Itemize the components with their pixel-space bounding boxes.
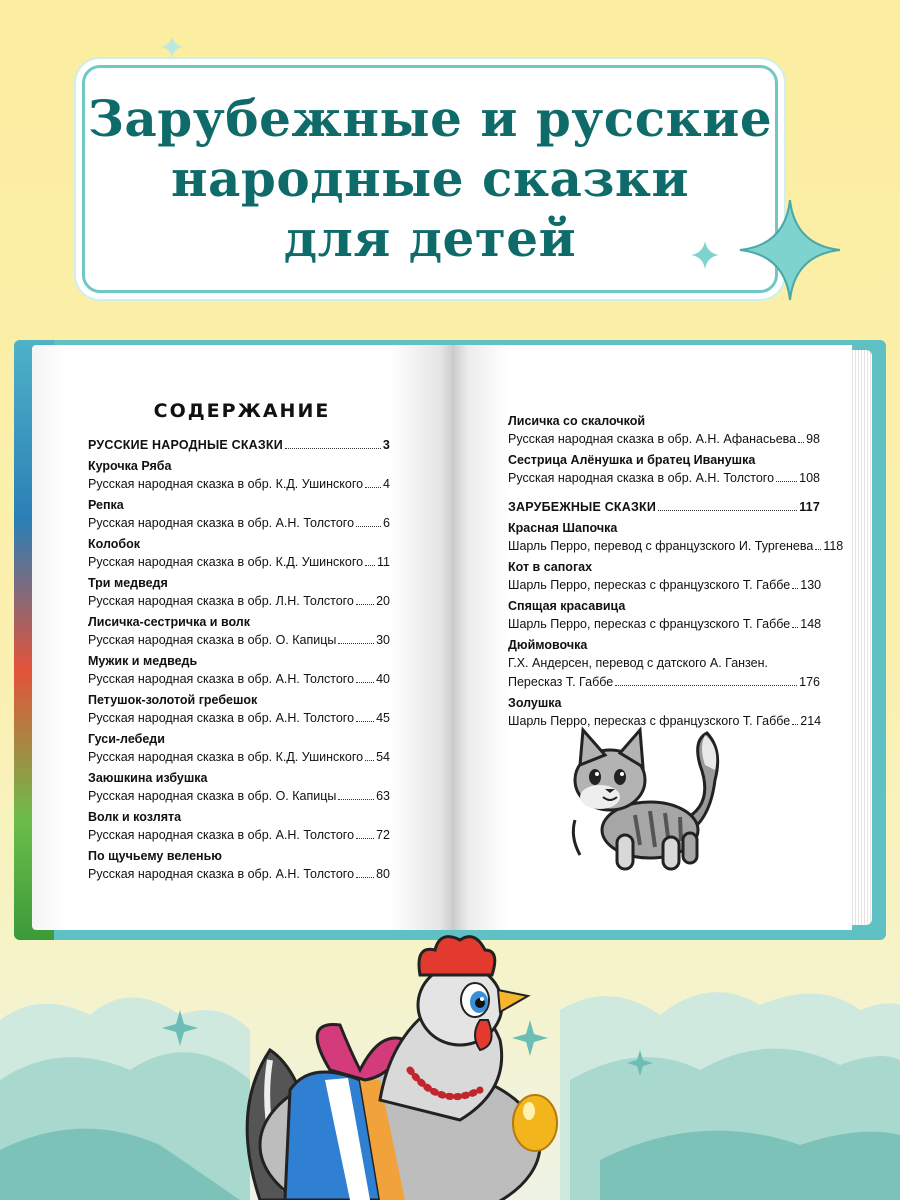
page-number: 3 [382,438,390,452]
entry-title: Репка [88,498,124,512]
dot-leader [285,448,381,449]
toc-entry[interactable] [88,809,390,845]
sparkle-icon [735,195,845,305]
entry-desc: Шарль Перро, пересказ с французского Т. Габбе [508,578,791,592]
entry-title: Сестрица Алёнушка и братец Иванушка [508,453,756,467]
cat-illustration [565,725,725,875]
page-number: 108 [799,471,820,485]
page-number: 45 [376,711,390,725]
entry-desc: Русская народная сказка в обр. К.Д. Ушинского [88,750,364,764]
page-number: 20 [376,594,390,608]
dot-leader [356,682,374,683]
dot-leader [365,760,374,761]
toc-entry[interactable] [88,731,390,767]
entry-desc: Русская народная сказка в обр. О. Капицы [88,633,337,647]
entry-title: Заюшкина избушка [88,771,208,785]
dot-leader [792,588,798,589]
dot-leader [338,643,374,644]
entry-title: Гуси-лебеди [88,732,165,746]
entry-desc: Шарль Перро, перевод с французского И. Тургенева [508,539,814,553]
entry-title: Курочка Ряба [88,459,172,473]
page-number: 130 [800,578,822,592]
entry-title: Золушка [508,696,562,710]
entry-desc: Шарль Перро, пересказ с французского Т. Габбе [508,714,791,728]
page-number: 30 [376,633,390,647]
dot-leader [798,442,804,443]
toc-entry[interactable] [508,413,820,449]
entry-desc: Русская народная сказка в обр. К.Д. Ушинского [88,477,364,491]
toc-heading: СОДЕРЖАНИЕ [153,400,331,422]
entry-desc: Русская народная сказка в обр. О. Капицы [88,789,337,803]
page-number: 98 [806,432,821,446]
page-number: 148 [800,617,822,631]
sparkle-icon [160,35,184,59]
entry-desc: Г.Х. Андерсен, перевод с датского А. Ганзен. [508,656,768,670]
toc-entry[interactable] [88,458,390,494]
entry-desc: Русская народная сказка в обр. Л.Н. Толстого [88,594,354,608]
dot-leader [792,627,798,628]
toc-entry[interactable] [88,575,390,611]
dot-leader [365,565,375,566]
title-line-1: Зарубежные и русские [87,89,773,148]
dot-leader [356,877,374,878]
entry-title: Лисичка-сестричка и волк [88,615,250,629]
toc-entry[interactable] [88,770,390,806]
entry-desc: Русская народная сказка в обр. А.Н. Толстого [88,516,355,530]
entry-title: Кот в сапогах [508,560,593,574]
sparkle-icon [690,240,720,270]
entry-desc: Русская народная сказка в обр. А.Н. Афанасьева [508,432,797,446]
toc-entry[interactable] [88,692,390,728]
entry-desc: Пересказ Т. Габбе [508,675,614,689]
toc-entry[interactable] [88,536,390,572]
hen-illustration [230,930,560,1200]
golden-egg [505,1085,565,1155]
toc-entry[interactable] [508,559,820,595]
dot-leader [356,526,381,527]
entry-desc: Русская народная сказка в обр. А.Н. Толстого [88,828,355,842]
page-number: 118 [823,539,844,553]
entry-desc: Русская народная сказка в обр. А.Н. Толстого [508,471,775,485]
toc-entry[interactable] [508,452,820,488]
page-number: 54 [376,750,390,764]
page-number: 214 [800,714,822,728]
entry-title: По щучьему веленью [88,849,222,863]
entry-desc: Шарль Перро, пересказ с французского Т. Габбе [508,617,791,631]
entry-desc: Русская народная сказка в обр. А.Н. Толстого [88,672,355,686]
toc-entry[interactable] [508,520,844,556]
entry-title: Красная Шапочка [508,521,618,535]
entry-title: Мужик и медведь [88,654,198,668]
entry-title: Лисичка со скалочкой [508,414,646,428]
title-line-3: для детей [283,209,577,268]
toc-entry[interactable] [88,497,390,533]
entry-title: Колобок [88,537,140,551]
entry-desc: Русская народная сказка в обр. К.Д. Ушинского [88,555,364,569]
dot-leader [792,724,798,725]
entry-title: Волк и козлята [88,810,182,824]
entry-title: Спящая красавица [508,599,626,613]
page-number: 80 [376,867,390,881]
entry-desc: Русская народная сказка в обр. А.Н. Толстого [88,867,355,881]
toc-entry[interactable] [508,637,820,692]
page-number: 11 [377,555,390,569]
entry-title: Три медведя [88,576,168,590]
page-number: 176 [799,675,820,689]
toc-left-column [88,436,390,884]
dot-leader [365,487,381,488]
title-line-2: народные сказки [170,149,690,208]
dot-leader [615,685,797,686]
entry-title: Петушок-золотой гребешок [88,693,258,707]
page-number: 72 [376,828,390,842]
section-title: РУССКИЕ НАРОДНЫЕ СКАЗКИ [88,438,283,452]
section-title: ЗАРУБЕЖНЫЕ СКАЗКИ [508,500,657,514]
dot-leader [776,481,797,482]
dot-leader [356,604,374,605]
page-edges [850,350,872,925]
toc-section-russian[interactable] [88,436,390,455]
toc-right-column [508,410,844,731]
dot-leader [338,799,374,800]
dot-leader [356,721,374,722]
page-number: 117 [799,500,820,514]
entry-desc: Русская народная сказка в обр. А.Н. Толстого [88,711,355,725]
toc-entry[interactable] [88,614,390,650]
entry-title: Дюймовочка [508,638,588,652]
toc-entry[interactable] [508,598,820,634]
page-number: 63 [376,789,390,803]
dot-leader [658,510,797,511]
page-number: 40 [376,672,390,686]
toc-entry[interactable] [88,653,390,689]
dot-leader [356,838,374,839]
page-number: 6 [383,516,390,530]
toc-entry[interactable] [88,848,390,884]
dot-leader [815,549,821,550]
page-number: 4 [383,477,390,491]
toc-section-foreign[interactable] [508,498,820,517]
title-card [82,65,778,293]
